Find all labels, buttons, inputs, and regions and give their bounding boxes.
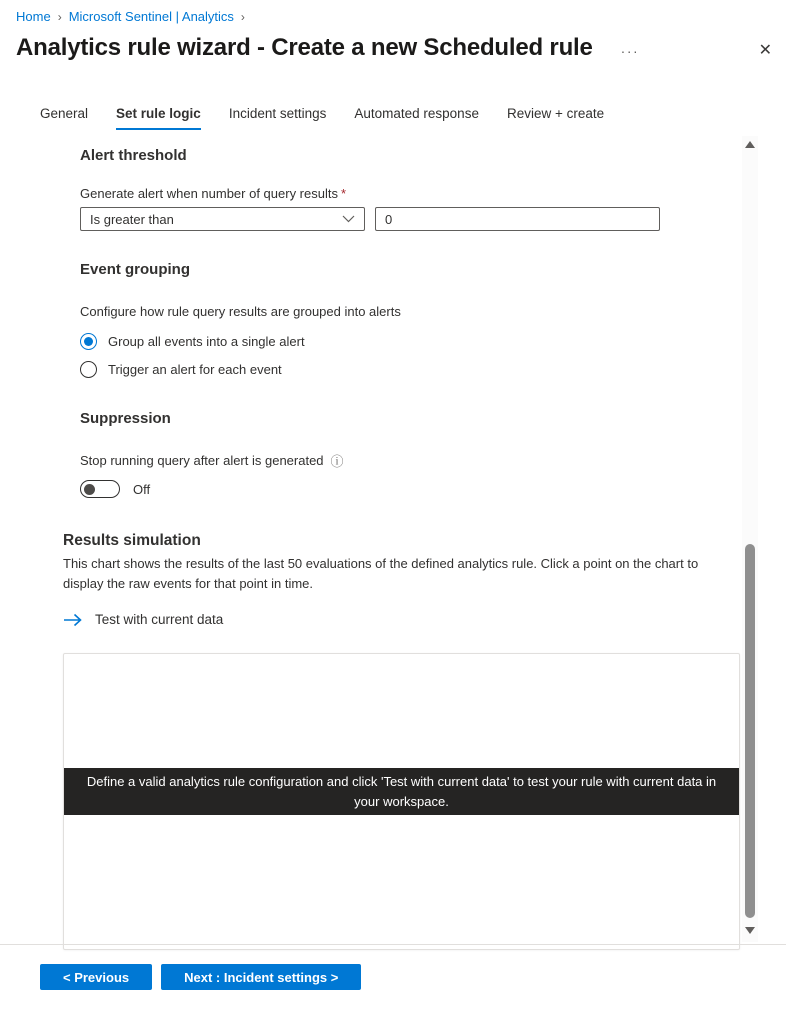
alert-threshold-label <box>80 186 742 201</box>
tab-content <box>0 135 742 950</box>
radio-label: Trigger an alert for each event <box>108 362 282 377</box>
operator-dropdown-value: Is greater than <box>90 211 174 227</box>
results-simulation-description: This chart shows the results of the last 50 evaluations of the defined analytics rule. Click a point on the chart to display the raw events for that point in time. <box>63 556 699 592</box>
page-title: Analytics rule wizard - Create a new Scheduled rule <box>16 34 593 61</box>
test-with-current-data-link[interactable] <box>63 612 223 627</box>
scroll-down-icon[interactable] <box>745 927 755 934</box>
results-simulation-chart <box>63 653 740 950</box>
vertical-scrollbar[interactable] <box>742 136 758 942</box>
info-icon[interactable]: ⓘ <box>330 454 344 469</box>
toggle-knob <box>84 484 95 495</box>
suppression-heading: Suppression <box>80 410 171 427</box>
radio-selected-icon <box>80 333 97 350</box>
tab-automated-response[interactable]: Automated response <box>354 106 479 121</box>
arrow-right-icon <box>63 613 83 627</box>
tab-set-rule-logic[interactable]: Set rule logic <box>116 106 201 130</box>
tab-review-create[interactable]: Review + create <box>506 106 605 121</box>
wizard-tabs <box>40 106 604 130</box>
suppression-label-text: Stop running query after alert is generated <box>80 453 324 468</box>
previous-button[interactable]: < Previous <box>40 964 152 990</box>
threshold-input[interactable] <box>375 207 660 231</box>
suppression-toggle[interactable] <box>80 480 120 498</box>
radio-trigger-each-event[interactable] <box>80 361 282 378</box>
header <box>16 34 772 63</box>
event-grouping-description: Configure how rule query results are grouped into alerts <box>80 304 401 319</box>
wizard-footer <box>0 944 786 990</box>
radio-unselected-icon <box>80 361 97 378</box>
radio-label: Group all events into a single alert <box>108 334 305 349</box>
event-grouping-heading: Event grouping <box>80 261 190 278</box>
tab-general[interactable]: General <box>40 106 89 121</box>
next-incident-settings-button[interactable]: Next : Incident settings > <box>161 964 361 990</box>
chart-placeholder-banner: Define a valid analytics rule configuration and click 'Test with current data' to test your rule with current data in your workspace. <box>64 768 739 815</box>
breadcrumb-link-home[interactable]: Home <box>16 9 51 24</box>
toggle-state-label: Off <box>133 481 151 497</box>
results-simulation-section <box>63 532 740 950</box>
tab-incident-settings[interactable]: Incident settings <box>228 106 327 121</box>
radio-group-all-events[interactable] <box>80 333 305 350</box>
results-simulation-heading: Results simulation <box>63 532 201 549</box>
breadcrumb <box>16 9 245 24</box>
test-link-label: Test with current data <box>95 612 224 628</box>
alert-threshold-heading: Alert threshold <box>80 147 187 164</box>
required-marker: * <box>340 186 347 201</box>
chevron-down-icon <box>342 215 355 223</box>
alert-threshold-controls <box>80 207 742 231</box>
breadcrumb-link-sentinel-analytics[interactable]: Microsoft Sentinel | Analytics <box>68 9 234 24</box>
scroll-up-icon[interactable] <box>745 141 755 148</box>
close-icon[interactable]: ✕ <box>758 42 772 59</box>
alert-threshold-label-text: Generate alert when number of query results <box>80 186 338 201</box>
suppression-toggle-row <box>80 480 742 498</box>
scrollbar-thumb[interactable] <box>745 544 755 918</box>
operator-dropdown[interactable] <box>80 207 365 231</box>
chevron-right-icon: › <box>240 10 245 24</box>
chevron-right-icon: › <box>57 10 62 24</box>
more-options-icon[interactable]: ··· <box>620 43 640 59</box>
suppression-label <box>80 451 742 470</box>
